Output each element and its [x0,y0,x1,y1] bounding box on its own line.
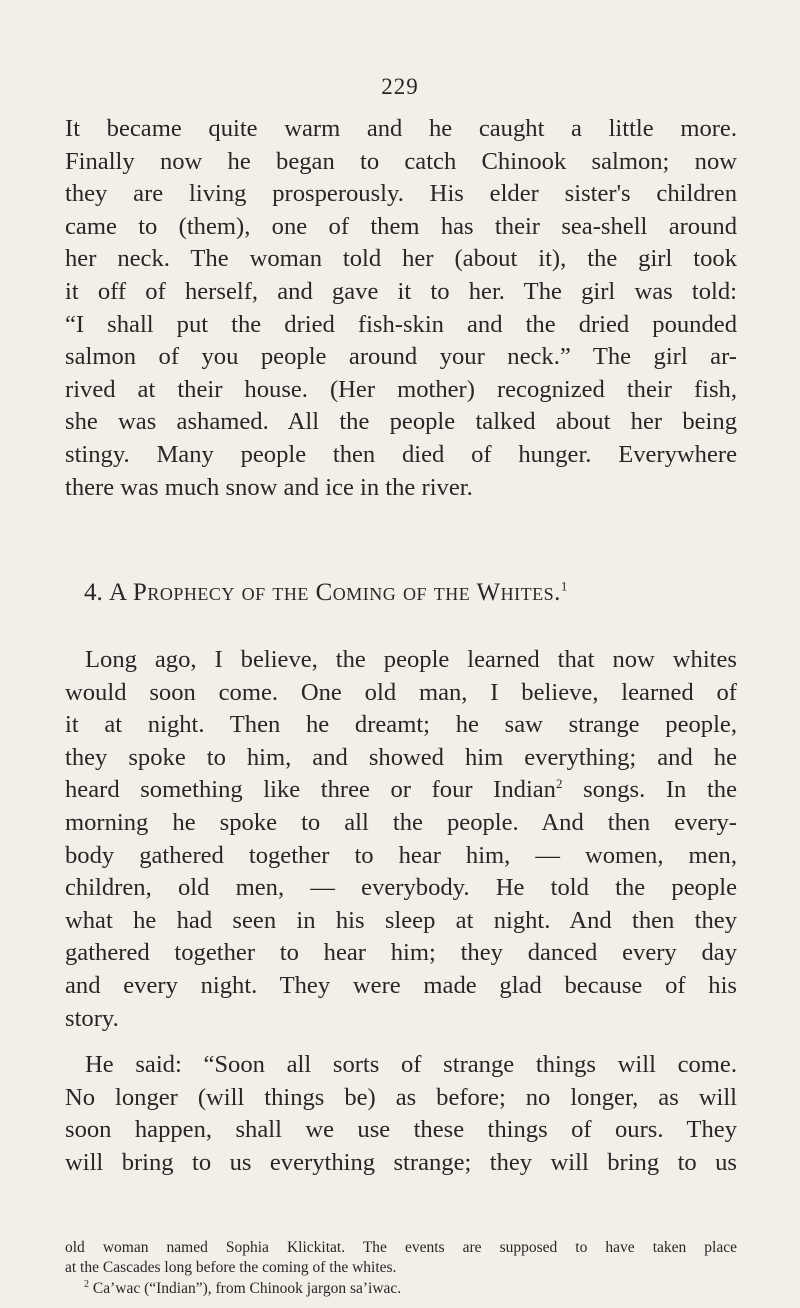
text-line: He said: “Soon all sorts of strange things will come. [85,1051,737,1078]
footnote-text: Ca’wac (“Indian”), from Chinook jargon sa’iwac. [89,1279,402,1297]
text-line: body gathered together to hear him, — women, men, [65,841,737,869]
text-line: stingy. Many people then died of hunger. Everywhere [65,440,737,468]
paragraph-speech [65,1049,737,1179]
text-line: would soon come. One old man, I believe, learned of [65,678,737,706]
text-line: story. [65,1004,119,1032]
footnotes [65,1238,737,1299]
footnote-line: at the Cascades long before the coming of the whites. [65,1259,397,1277]
footnote-2 [65,1279,737,1299]
text-line: her neck. The woman told her (about it), the girl took [65,245,737,273]
text-line: It became quite warm and he caught a little more. [65,115,737,142]
text-line: morning he spoke to all the people. And then every- [65,808,737,836]
text-line: children, old men, — everybody. He told the people [65,874,737,902]
text-line: No longer (will things be) as before; no longer, as will [65,1083,737,1111]
text-line: “I shall put the dried fish-skin and the dried pounded [65,310,737,338]
footnote-marker: 1 [560,578,568,594]
text-line: soon happen, shall we use these things of ours. They [65,1116,737,1144]
text-line: she was ashamed. All the people talked about her being [65,408,737,436]
text-line: gathered together to hear him; they danced every day [65,939,737,967]
text-line: rived at their house. (Her mother) recognized their fish, [65,375,737,403]
page-number: 229 [381,74,419,99]
text-segment: songs. In the [562,776,737,804]
section-number: 4. [84,579,103,606]
text-line: Long ago, I believe, the people learned that now whites [85,646,737,673]
footnote-line: old woman named Sophia Klickitat. The events are supposed to have taken place [65,1239,737,1256]
text-line: will bring to us everything strange; they will bring to us [65,1148,737,1176]
text-line: it off of herself, and gave it to her. The girl was told: [65,277,737,305]
text-line: what he had seen in his sleep at night. And then they [65,906,737,934]
footnote-marker: 2 [555,776,563,792]
text-line: they spoke to him, and showed him everything; and he [65,743,737,771]
text-line: salmon of you people around your neck.” The girl ar- [65,343,737,371]
text-segment: heard something like three or four Indian [65,776,556,804]
text-line: there was much snow and ice in the river. [65,473,473,501]
text-line: Finally now he began to catch Chinook salmon; now [65,147,737,175]
section-title: A Prophecy of the Coming of the Whites. [109,579,561,606]
footnote-marker: 2 [84,1278,89,1290]
text-line: came to (them), one of them has their sea-shell around [65,212,737,240]
paragraph-story-ending [65,113,737,504]
text-line: and every night. They were made glad because of his [65,971,737,999]
text-line: they are living prosperously. His elder sister's children [65,180,737,208]
paragraph-prophecy [65,644,737,1035]
section-heading [84,577,567,609]
text-line [65,774,737,807]
text-line: it at night. Then he dreamt; he saw strange people, [65,711,737,739]
